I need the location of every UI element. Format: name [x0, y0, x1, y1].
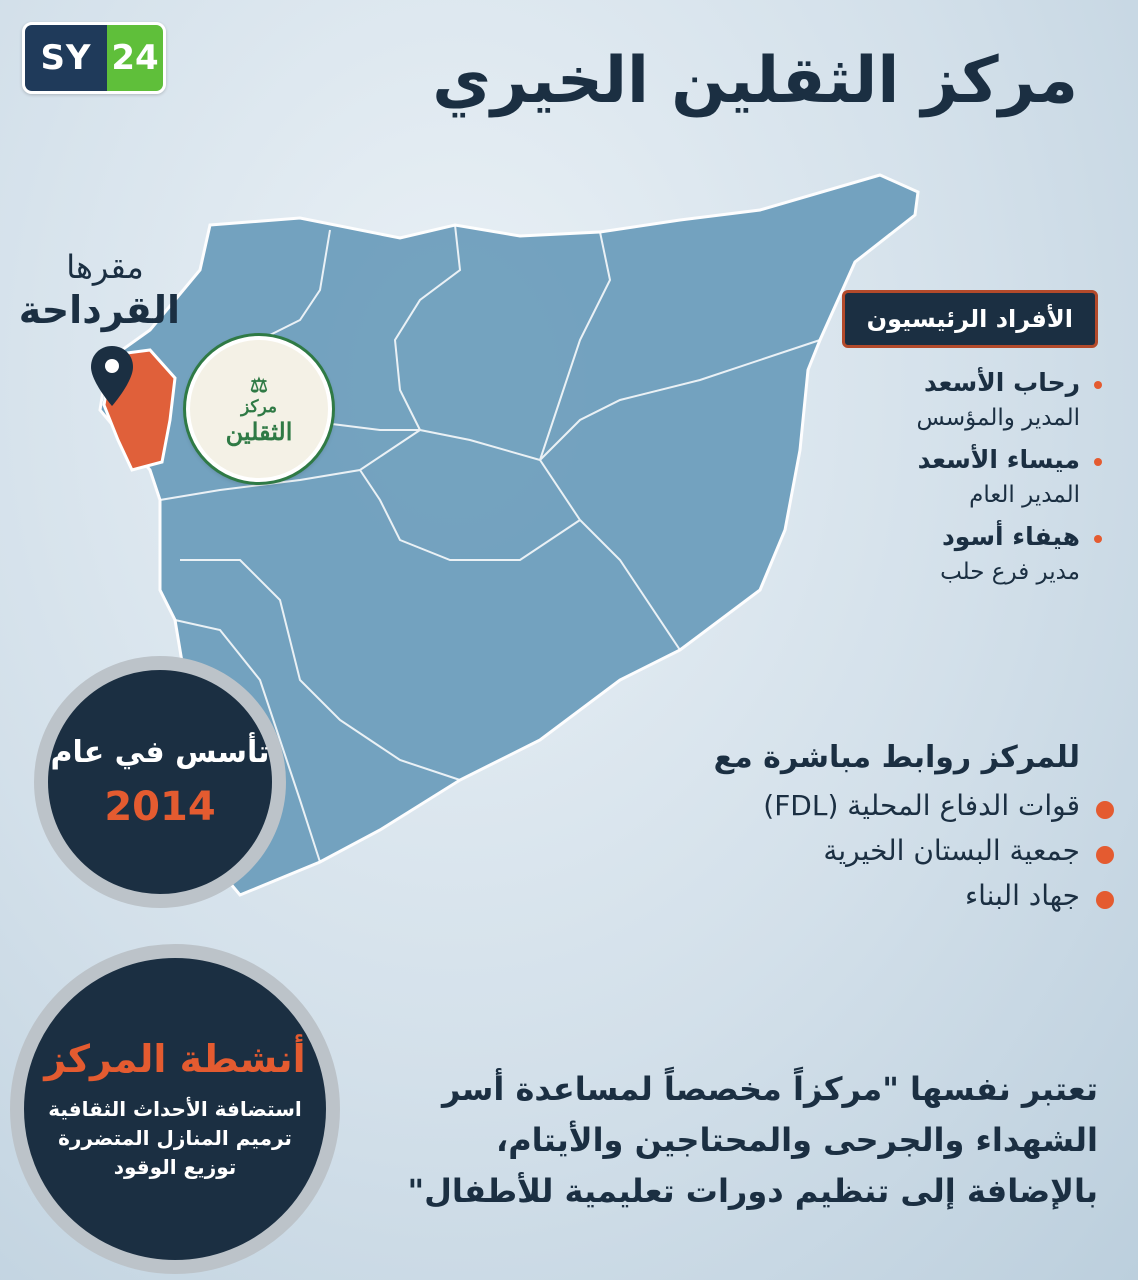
location-pin-icon: [88, 344, 136, 408]
founded-year: 2014: [104, 783, 216, 830]
person-role: المدير العام: [969, 482, 1080, 508]
founded-circle: [34, 656, 286, 908]
activities-heading: أنشطة المركز: [44, 1036, 306, 1081]
activity-item: استضافة الأحداث الثقافية: [48, 1096, 302, 1121]
links-section: [580, 740, 1080, 924]
activities-circle: [10, 944, 340, 1274]
person-item: [780, 368, 1080, 431]
person-role: مدير فرع حلب: [940, 559, 1080, 585]
hq-label: مقرها: [66, 248, 144, 286]
person-name: ميساء الأسعد: [780, 445, 1080, 474]
person-name: رحاب الأسعد: [780, 368, 1080, 397]
headquarters-label: [18, 248, 180, 332]
scales-icon: ⚖: [250, 372, 268, 397]
key-people-heading: الأفراد الرئيسيون: [842, 290, 1098, 348]
links-item: جمعية البستان الخيرية: [580, 834, 1080, 867]
person-role: المدير والمؤسس: [916, 405, 1080, 431]
mission-statement: تعتبر نفسها "مركزاً مخصصاً لمساعدة أسر الشهداء والجرحى والمحتاجين والأيتام، بالإضافة إلى تنظيم دورات تعليمية للأطفال": [407, 1070, 1098, 1211]
person-item: [780, 522, 1080, 585]
logo-number: 24: [107, 25, 163, 91]
links-item: جهاد البناء: [580, 879, 1080, 912]
page-title: مركز الثقلين الخيري: [432, 44, 1078, 118]
links-item: قوات الدفاع المحلية (FDL): [580, 789, 1080, 822]
seal-line2: الثقلين: [225, 416, 293, 446]
logo-sy: SY: [25, 25, 107, 91]
center-seal-emblem: [186, 336, 332, 482]
hq-city: القرداحة: [18, 288, 180, 332]
founded-label: تأسس في عام: [50, 734, 270, 770]
key-people-list: [780, 368, 1080, 599]
activity-item: ترميم المنازل المتضررة: [58, 1125, 292, 1150]
person-name: هيفاء أسود: [780, 522, 1080, 551]
sy24-logo: [22, 22, 166, 94]
activity-item: توزيع الوقود: [113, 1154, 237, 1179]
seal-line1: مركز: [241, 396, 277, 417]
links-heading: للمركز روابط مباشرة مع: [713, 740, 1080, 775]
person-item: [780, 445, 1080, 508]
